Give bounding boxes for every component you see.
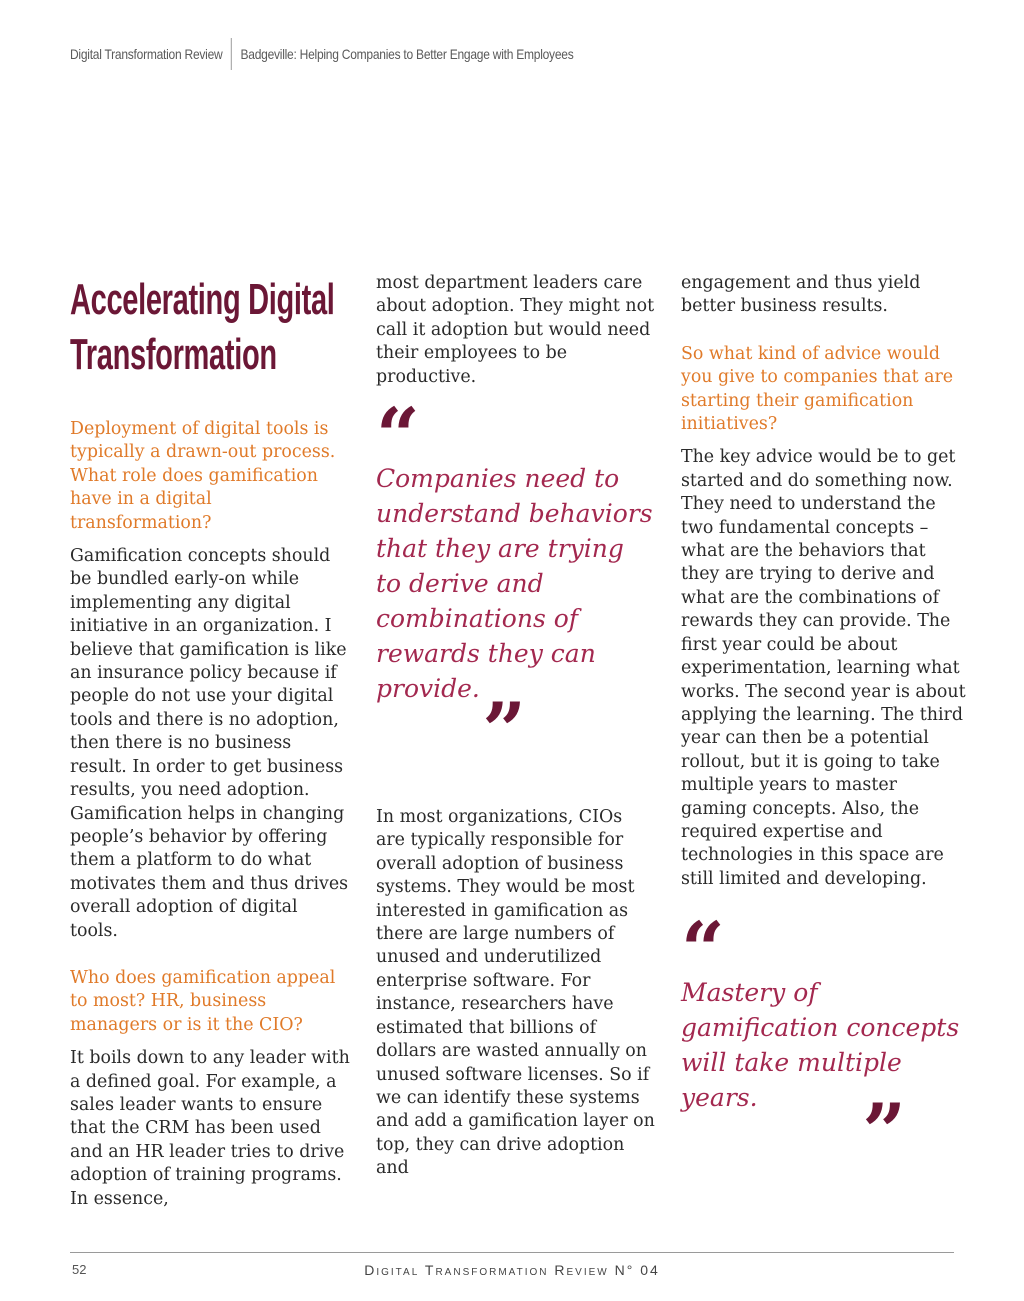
close-quote-icon: ” [862, 1087, 906, 1177]
open-quote-icon: “ [681, 905, 725, 995]
interview-answer-1: Gamification concepts should be bundled early-on while implementing any digital initiative in an organization. I believe that gamification is like an insurance policy because if people do not use your digital tools and there is no adoption, then there is no business result. In order to get business results, you need adoption. Gamification helps in changing people’s behavior by offering them a platform to do what motivates them and thus drives overall adoption of digital tools. [70, 546, 349, 941]
section-heading-line-1: Accelerating Digital [70, 275, 335, 324]
header-divider [231, 38, 232, 70]
publication-name: Digital Transformation Review [70, 46, 223, 62]
interview-question-2: Who does gamification appeal to most? HR, business managers or is it the CIO? [70, 967, 336, 1035]
page-number: 52 [72, 1262, 87, 1277]
pull-quote-text: Mastery of gamification concepts will take multiple years. [681, 978, 960, 1113]
article-title: Badgeville: Helping Companies to Better Engage with Employees [240, 46, 574, 62]
open-quote-icon: “ [376, 391, 420, 481]
answer-continued-2: engagement and thus yield better business results. [681, 273, 921, 317]
column-2 [376, 272, 656, 1181]
pull-quote-2 [681, 905, 966, 1177]
footer-title: Digital Transformation Review N° 04 [364, 1262, 660, 1278]
section-heading-line-2: Transformation [70, 330, 277, 379]
footer-divider [70, 1252, 954, 1253]
interview-question-3: So what kind of advice would you give to companies that are starting their gamification initiatives? [681, 343, 954, 435]
column-1 [70, 272, 350, 1211]
interview-answer-2: It boils down to any leader with a defined goal. For example, a sales leader wants to ensure that the CRM has been used and an HR leader tries to drive adoption of training programs. In essence, [70, 1048, 350, 1209]
running-header [70, 38, 573, 70]
interview-answer-3: In most organizations, CIOs are typically responsible for overall adoption of business systems. They would be most interested in gamification as there are large numbers of unused and underutilized enterprise software. For instance, researchers have estimated that billions of dollars are wasted annually on unused software licenses. So if we can identify these systems and add a gamification layer on top, they can drive adoption and [376, 807, 655, 1179]
pull-quote-text: Companies need to understand behaviors that they are trying to derive and combinations of rewards they can provide. [376, 464, 653, 704]
interview-answer-4: The key advice would be to get started and do something now. They need to understand the two fundamental concepts – what are the behaviors that they are trying to derive and what are the combinations of rewards they can provide. The first year could be about experimentation, learning what works. The second year is about applying the learning. The third year can then be a potential rollout, but it is going to take multiple years to master gaming concepts. Also, the required expertise and technologies in this space are still limited and developing. [681, 447, 966, 889]
pull-quote-1 [376, 391, 656, 776]
close-quote-icon: ” [482, 686, 526, 776]
column-3 [681, 272, 966, 1177]
section-heading [70, 272, 335, 382]
interview-question-1: Deployment of digital tools is typically a drawn-out process. What role does gamification have in a digital transformation? [70, 419, 336, 533]
answer-continued: most department leaders care about adoption. They might not call it adoption but would need their employees to be productive. [376, 273, 655, 387]
